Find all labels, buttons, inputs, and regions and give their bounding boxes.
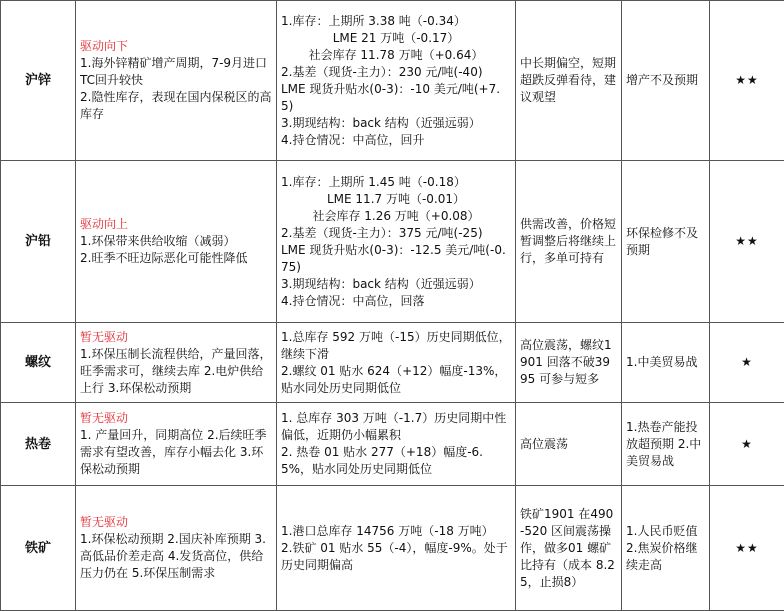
stats-line: 3.期现结构：back 结构（近强远弱） [281, 115, 511, 132]
driver-cell [76, 1, 277, 161]
stats-line: 4.持仓情况：中高位，回升 [281, 132, 511, 149]
stats-line: 1. 总库存 303 万吨（-1.7）历史同期中性偏低，近期仍小幅累积 [281, 410, 511, 444]
stats-line: 2.基差（现货-主力）：230 元/吨(-40) [281, 64, 511, 81]
view-cell: 高位震荡 [516, 403, 622, 486]
view-cell: 中长期偏空，短期超跌反弹看待，建议观望 [516, 1, 622, 161]
view-cell: 铁矿1901 在490-520 区间震荡操作，做多01 螺矿比持有（成本 8.25，止损8） [516, 486, 622, 611]
risk-cell: 环保检修不及预期 [622, 161, 710, 323]
stats-cell [277, 403, 516, 486]
stats-line: 2. 热卷 01 贴水 277（+18）幅度-6.5%，贴水同处历史同期低位 [281, 444, 511, 478]
commodity-name: 沪锌 [1, 1, 76, 161]
stats-line: 社会库存 11.78 万吨（+0.64） [281, 47, 511, 64]
stats-line: LME 现货升贴水(0-3)：-10 美元/吨(+7.5) [281, 81, 511, 115]
driver-line: 1.环保松动预期 2.国庆补库预期 3.高低品价差走高 4.发货高位，供给压力仍在 5.环保压制需求 [80, 531, 272, 582]
driver-title: 驱动向下 [80, 38, 272, 55]
stats-cell [277, 161, 516, 323]
stats-cell [277, 1, 516, 161]
table-row [1, 323, 784, 403]
stats-cell [277, 323, 516, 403]
stats-line: 1.港口总库存 14756 万吨（-18 万吨） [281, 523, 511, 540]
rating-stars: ★ [710, 403, 784, 486]
risk-cell: 1.热卷产能投放超预期 2.中美贸易战 [622, 403, 710, 486]
stats-line: 社会库存 1.26 万吨（+0.08） [281, 208, 511, 225]
driver-line: 1.海外锌精矿增产周期，7-9月进口TC回升较快 [80, 55, 272, 89]
view-cell: 供需改善，价格短暂调整后将继续上行，多单可持有 [516, 161, 622, 323]
view-cell: 高位震荡，螺纹1901 回落不破3995 可参与短多 [516, 323, 622, 403]
stats-line: 1.库存：上期所 1.45 吨（-0.18） [281, 174, 511, 191]
driver-cell [76, 323, 277, 403]
driver-cell [76, 486, 277, 611]
rating-stars: ★ [710, 323, 784, 403]
stats-line: 2.铁矿 01 贴水 55（-4），幅度-9%。处于历史同期偏高 [281, 540, 511, 574]
driver-line: 2.隐性库存，表现在国内保税区的高库存 [80, 89, 272, 123]
risk-cell: 增产不及预期 [622, 1, 710, 161]
table-row [1, 403, 784, 486]
stats-line: LME 现货升贴水(0-3)：-12.5 美元/吨(-0.75) [281, 242, 511, 276]
driver-cell [76, 403, 277, 486]
rating-stars: ★★ [710, 486, 784, 611]
commodity-name: 沪铅 [1, 161, 76, 323]
risk-cell: 1.人民币贬值 2.焦炭价格继续走高 [622, 486, 710, 611]
driver-line: 2.旺季不旺边际恶化可能性降低 [80, 250, 272, 267]
table-row [1, 161, 784, 323]
driver-line: 1.环保压制长流程供给，产量回落，旺季需求可，继续去库 2.电炉供给上行 3.环保松动预期 [80, 346, 272, 397]
commodity-name: 热卷 [1, 403, 76, 486]
driver-line: 1. 产量回升，同期高位 2.后续旺季需求有望改善，库存小幅去化 3.环保松动预期 [80, 427, 272, 478]
stats-line: 1.总库存 592 万吨（-15）历史同期低位，继续下滑 [281, 329, 511, 363]
driver-line: 1.环保带来供给收缩（减弱） [80, 233, 272, 250]
driver-title: 驱动向上 [80, 216, 272, 233]
stats-line: LME 21 万吨（-0.17） [281, 30, 511, 47]
commodity-name: 铁矿 [1, 486, 76, 611]
stats-line: LME 11.7 万吨（-0.01） [281, 191, 511, 208]
driver-title: 暂无驱动 [80, 514, 272, 531]
driver-cell [76, 161, 277, 323]
risk-cell: 1.中美贸易战 [622, 323, 710, 403]
table-row [1, 1, 784, 161]
commodity-name: 螺纹 [1, 323, 76, 403]
stats-line: 1.库存：上期所 3.38 吨（-0.34） [281, 13, 511, 30]
rating-stars: ★★ [710, 161, 784, 323]
driver-title: 暂无驱动 [80, 410, 272, 427]
driver-title: 暂无驱动 [80, 329, 272, 346]
stats-line: 4.持仓情况：中高位，回落 [281, 293, 511, 310]
stats-line: 2.基差（现货-主力）：375 元/吨(-25) [281, 225, 511, 242]
stats-line: 2.螺纹 01 贴水 624（+12）幅度-13%，贴水同处历史同期低位 [281, 363, 511, 397]
stats-line: 3.期现结构：back 结构（近强远弱） [281, 276, 511, 293]
stats-cell [277, 486, 516, 611]
rating-stars: ★★ [710, 1, 784, 161]
table-row [1, 486, 784, 611]
